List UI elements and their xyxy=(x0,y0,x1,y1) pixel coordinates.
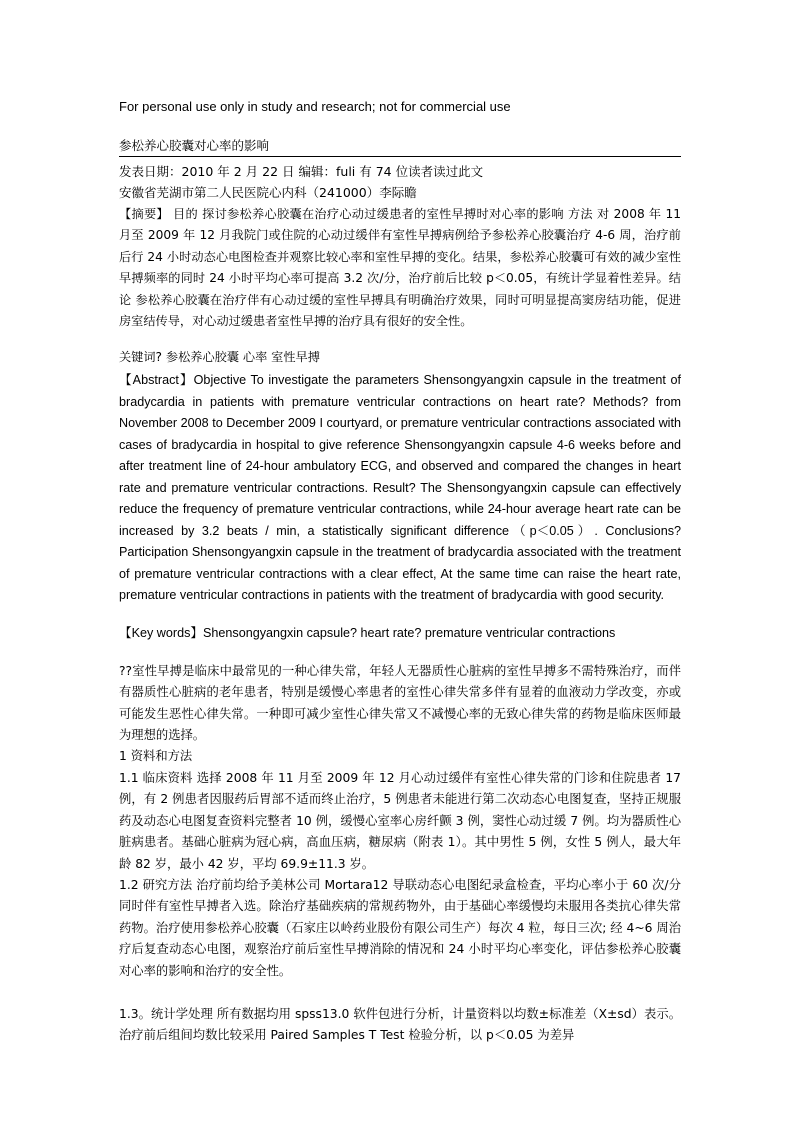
abstract-english xyxy=(119,370,681,607)
article-title: 参松养心胶囊对心率的影响 xyxy=(119,138,270,153)
intro-paragraph: ??室性早搏是临床中最常见的一种心律失常，年轻人无器质性心脏病的室性早搏多不需特殊治疗，而伴有器质性心脏病的老年患者，特别是缓慢心率患者的室性心律失常多伴有显着的血液动力学改变，亦或可能发生恶性心律失常。一种即可减少室性心律失常又不减慢心率的无致心律失常的药物是临床医师最为理想的选择。 xyxy=(119,664,681,743)
abstract-cn-text: 目的 探讨参松养心胶囊在治疗心动过缓患者的室性早搏时对心率的影响 方法 对 2008 年 11 月至 2009 年 12 月我院门或住院的心动过缓伴有室性早搏病例给予参松养心胶囊治疗 4-6 周，治疗前后行 24 小时动态心电图检查并观察比较心率和室性早搏的变化。结果，参松养心胶囊可有效的减少室性早搏频率的同时 24 小时平均心率可提高 3.2 次/分，治疗前后比较 p＜0.05，有统计学显着性差异。结论 参松养心胶囊在治疗伴有心动过缓的室性早搏具有明确治疗效果，同时可明显提高窦房结功能，促进房室结传导，对心动过缓患者室性早搏的治疗具有很好的安全性。 xyxy=(119,207,681,329)
paragraph-1-1: 1.1 临床资料 选择 2008 年 11 月至 2009 年 12 月心动过缓伴有室性心律失常的门诊和住院患者 17 例，有 2 例患者因服药后胃部不适而终止治疗，5 例患者未能进行第二次动态心电图复查，坚持正规服药及动态心电图复查资料完整者 10 例，缓慢心室率心房纤颤 3 例，窦性心动过缓 7 例。均为器质性心脏病患者。基础心脏病为冠心病，高血压病，糖尿病（附表 1）。其中男性 5 例，女性 5 例人，最大年龄 82 岁，最小 42 岁，平均 69.9±11.3 岁。 xyxy=(119,771,681,871)
disclaimer-line: For personal use only in study and research; not for commercial use xyxy=(119,99,511,114)
paragraph-1-2: 1.2 研究方法 治疗前均给予美林公司 Mortara12 导联动态心电图纪录盒检查，平均心率小于 60 次/分 同时伴有室性早搏者入选。除治疗基础疾病的常规药物外，由于基础心率缓慢均未服用各类抗心律失常药物。治疗使用参松养心胶囊（石家庄以岭药业股份有限公司生产）每次 4 粒，每日三次; 经 4~6 周治疗后复查动态心电图，观察治疗前后室性早搏消除的情况和 24 小时平均心率变化，评估参松养心胶囊对心率的影响和治疗的安全性。 xyxy=(119,878,681,978)
publish-meta: 发表日期：2010 年 2 月 22 日 编辑：fuli 有 74 位读者读过此文 xyxy=(119,164,484,179)
paragraph-1-3: 1.3。统计学处理 所有数据均用 spss13.0 软件包进行分析，计量资料以均数±标准差（X±sd）表示。治疗前后组间均数比较采用 Paired Samples T Test 检验分析，以 p＜0.05 为差异 xyxy=(119,1007,681,1043)
author-line: 安徽省芜湖市第二人民医院心内科（241000）李际瞻 xyxy=(119,185,417,200)
abstract-chinese xyxy=(119,204,681,332)
abstract-cn-label: 【摘要】 xyxy=(119,207,169,221)
keywords-chinese: 关键词? 参松养心胶囊 心率 室性早搏 xyxy=(119,350,320,364)
section-heading: 1 资料和方法 xyxy=(119,749,193,763)
keywords-english xyxy=(119,623,681,645)
abstract-en-text: Objective To investigate the parameters Shensongyangxin capsule in the treatment of bradycardia in patients with premature ventricular contractions on heart rate? Methods? from November 2008 to December 2009 I courtyard, or premature ventricular contractions associated with cases of bradycardia in hospital to give reference Shensongyangxin capsule 4-6 weeks before and after treatment line of 24-hour ambulatory ECG, and observed and compared the changes in heart rate and premature ventricular contractions. Result? The Shensongyangxin capsule can effectively reduce the frequency of premature ventricular contractions, while 24-hour average heart rate can be increased by 3.2 beats / min, a statistically significant difference（p＜0.05）. Conclusions? Participation Shensongyangxin capsule in the treatment of bradycardia associated with the treatment of premature ventricular contractions with a clear effect, At the same time can raise the heart rate, premature ventricular contractions in patients with the treatment of bradycardia with good security. xyxy=(119,373,681,602)
title-divider xyxy=(119,156,681,157)
keywords-en-label: 【Key words】 xyxy=(119,626,203,640)
keywords-en-text: Shensongyangxin capsule? heart rate? premature ventricular contractions xyxy=(202,626,616,640)
abstract-en-label: 【Abstract】 xyxy=(119,373,194,387)
